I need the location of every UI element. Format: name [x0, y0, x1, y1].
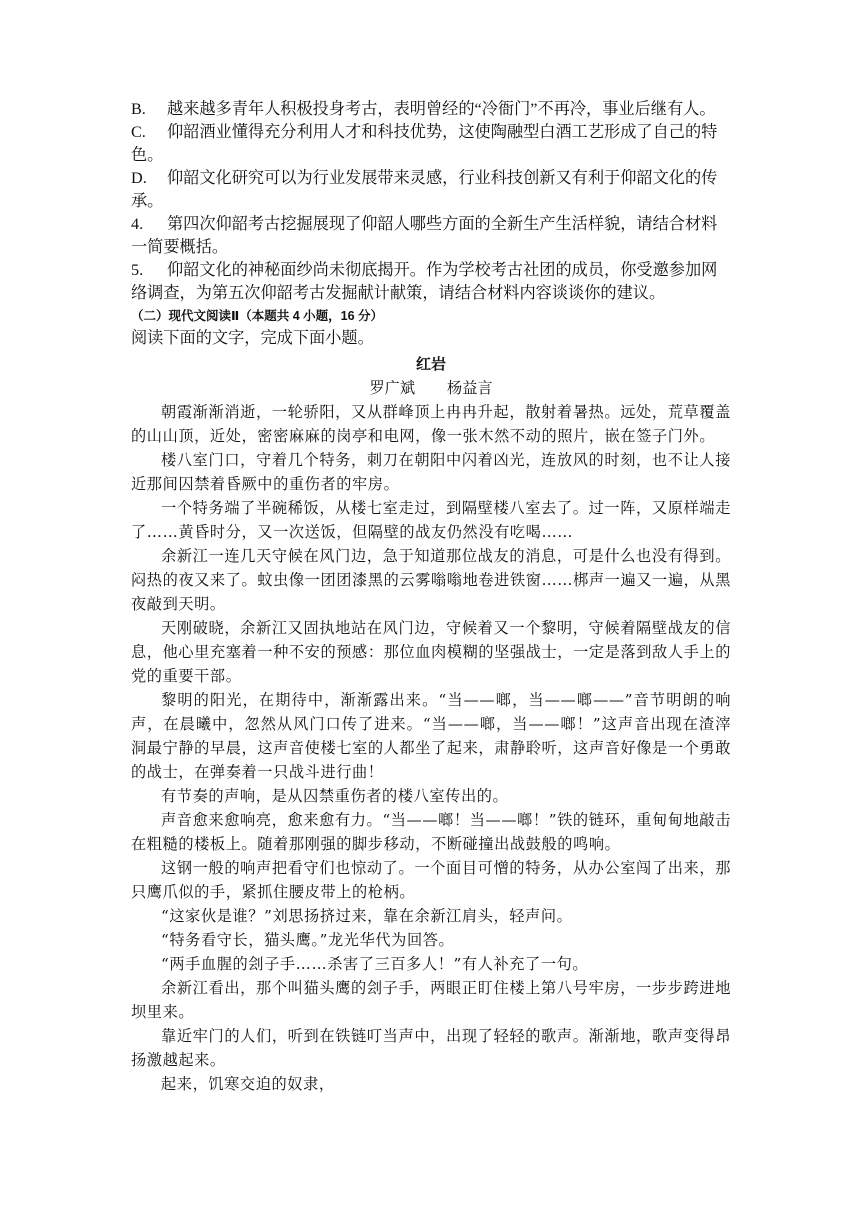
paragraph: 一个特务端了半碗稀饭，从楼七室走过，到隔壁楼八室去了。过一阵，又原样端走了……黄昏时分，又一次送饭，但隔壁的战友仍然没有吃喝……	[131, 499, 731, 541]
paragraph: 余新江看出，那个叫猫头鹰的刽子手，两眼正盯住楼上第八号牢房，一步步跨进地坝里来。	[131, 979, 731, 1021]
option-d: D. 仰韶文化研究可以为行业发展带来灵感，行业科技创新又有利于仰韶文化的传承。	[131, 169, 718, 210]
article-title: 红岩	[415, 355, 446, 373]
paragraph: 有节奏的声响，是从囚禁重伤者的楼八室传出的。	[161, 787, 509, 805]
paragraph: 天刚破晓，余新江又固执地站在风门边，守候着又一个黎明，守候着隔壁战友的信息，他心里充塞着一种不安的预感：那位血肉模糊的坚强战士，一定是落到敌人手上的党的重要干部。	[131, 619, 731, 685]
paragraph: “这家伙是谁？”刘思扬挤过来，靠在余新江肩头，轻声问。	[161, 907, 573, 925]
article-body	[131, 400, 731, 1096]
paragraph: 这钢一般的响声把看守们也惊动了。一个面目可憎的特务，从办公室闯了出来，那只鹰爪似的手，紧抓住腰皮带上的枪柄。	[131, 859, 731, 901]
paragraph: 楼八室门口，守着几个特务，刺刀在朝阳中闪着凶光，连放风的时刻，也不让人接近那间囚禁着昏厥中的重伤者的牢房。	[131, 451, 731, 493]
article-authors	[131, 376, 731, 400]
reading-instruction: 阅读下面的文字，完成下面小题。	[131, 329, 374, 347]
question-list	[131, 98, 731, 305]
author-1: 罗广斌	[369, 379, 415, 397]
option-c: C. 仰韶酒业懂得充分利用人才和科技优势，这使陶融型白酒工艺形成了自己的特色。	[131, 123, 718, 164]
paragraph: “两手血腥的刽子手……杀害了三百多人！”有人补充了一句。	[161, 955, 589, 973]
paragraph: “特务看守长，猫头鹰。”龙光华代为回答。	[161, 931, 455, 949]
paragraph: 靠近牢门的人们，听到在铁链叮当声中，出现了轻轻的歌声。渐渐地，歌声变得昂扬激越起来。	[131, 1027, 731, 1069]
paragraph: 声音愈来愈响亮，愈来愈有力。“当——啷！当——啷！”铁的链环，重甸甸地敲击在粗糙的楼板上。随着那刚强的脚步移动，不断碰撞出战鼓般的鸣响。	[131, 811, 731, 853]
paragraph: 朝霞渐渐消逝，一轮骄阳，又从群峰顶上冉冉升起，散射着暑热。远处，荒草覆盖的山山顶，近处，密密麻麻的岗亭和电网，像一张木然不动的照片，嵌在签子门外。	[131, 403, 731, 445]
paragraph: 余新江一连几天守候在风门边，急于知道那位战友的消息，可是什么也没有得到。闷热的夜又来了。蚊虫像一团团漆黑的云雾嗡嗡地卷进铁窗……梆声一遍又一遍，从黑夜敲到天明。	[131, 547, 731, 613]
paragraph: 起来，饥寒交迫的奴隶，	[161, 1075, 335, 1093]
option-b: B. 越来越多青年人积极投身考古，表明曾经的“冷衙门”不再冷，事业后继有人。	[131, 100, 716, 118]
author-2: 杨益言	[447, 379, 493, 397]
question-5: 5. 仰韶文化的神秘面纱尚未彻底揭开。作为学校考古社团的成员，你受邀参加网络调查，为第五次仰韶考古发掘献计献策，请结合材料内容谈谈你的建议。	[131, 261, 718, 302]
paragraph: 黎明的阳光，在期待中，渐渐露出来。“当——啷，当——啷——”音节明朗的响声，在晨曦中，忽然从风门口传了进来。“当——啷，当——啷！”这声音出现在渣滓洞最宁静的早晨，这声音使楼七室的人都坐了起来，肃静聆听，这声音好像是一个勇敢的战士，在弹奏着一只战斗进行曲！	[131, 691, 731, 781]
page-content	[131, 98, 731, 1096]
section-heading: （二）现代文阅读Ⅱ（本题共 4 小题，16 分）	[131, 309, 384, 323]
question-4: 4. 第四次仰韶考古挖掘展现了仰韶人哪些方面的全新生产生活样貌，请结合材料一简要概括。	[131, 215, 718, 256]
